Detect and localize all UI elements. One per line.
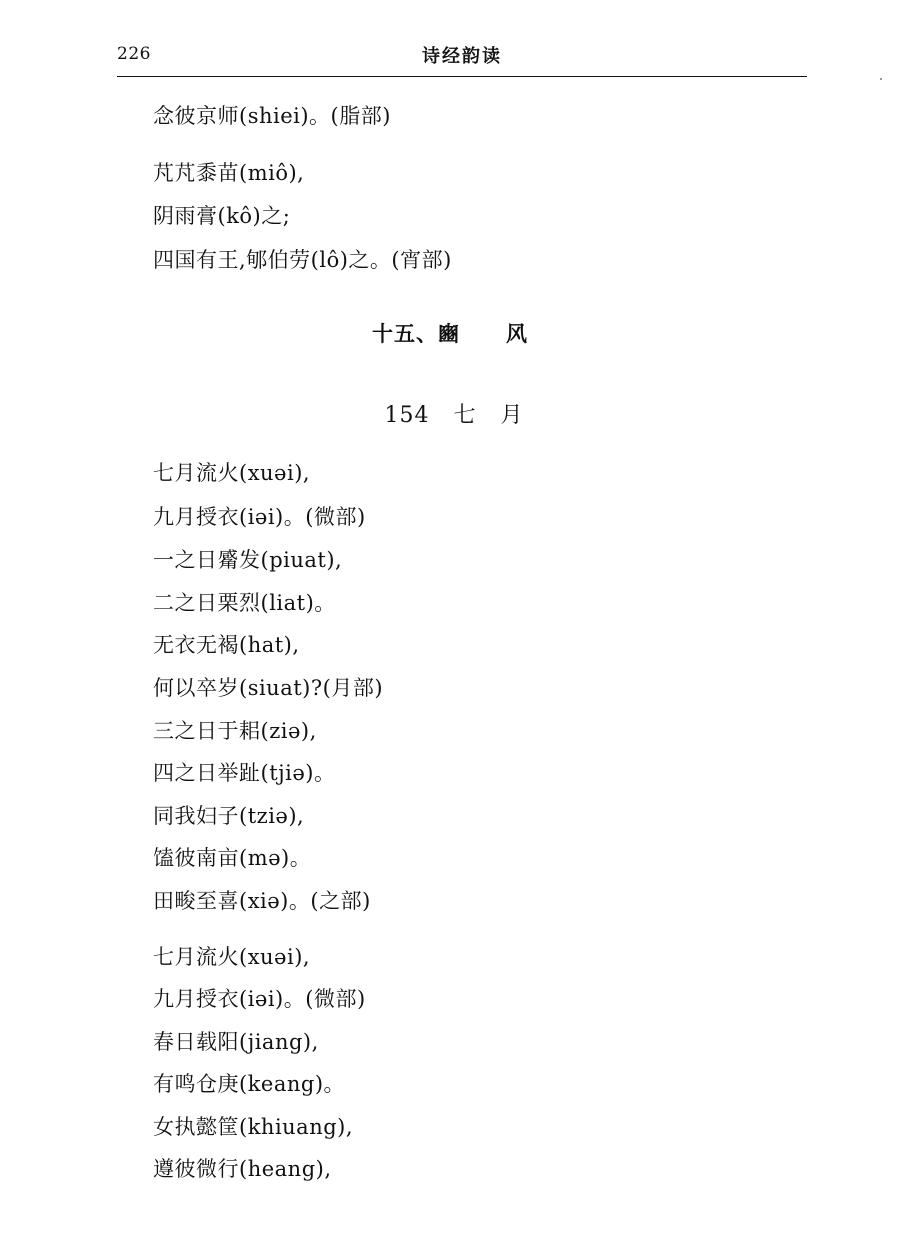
- scan-speck: [880, 78, 882, 80]
- poem-title-second: 月: [500, 403, 524, 428]
- verse-line: 阴雨膏(kô)之;: [153, 204, 291, 228]
- header-rule: [117, 76, 807, 77]
- poem-title: [0, 398, 900, 429]
- verse-line: 二之日栗烈(liat)。: [153, 591, 336, 615]
- verse-line: 遵彼微行(heang),: [153, 1157, 332, 1181]
- verse-line: 七月流火(xuəi),: [153, 461, 311, 485]
- verse-line: 同我妇子(tziə),: [153, 804, 305, 828]
- verse-line: 念彼京师(shiei)。(脂部): [153, 104, 391, 128]
- verse-line: 九月授衣(iəi)。(微部): [153, 505, 366, 529]
- verse-line: 女执懿筐(khiuang),: [153, 1115, 354, 1139]
- verse-line: 芃芃黍苗(miô),: [153, 161, 305, 185]
- poem-number: 154: [384, 403, 430, 428]
- section-name-second: 风: [506, 321, 528, 346]
- verse-line: 春日载阳(jiang),: [153, 1030, 319, 1054]
- verse-line: 四国有王,郇伯劳(lô)之。(宵部): [153, 248, 452, 272]
- verse-line: 一之日觱发(piuat),: [153, 548, 343, 572]
- verse-line: 有鸣仓庚(keang)。: [153, 1072, 346, 1096]
- verse-line: 田畯至喜(xiə)。(之部): [153, 889, 371, 913]
- verse-line: 馌彼南亩(mə)。: [153, 846, 312, 870]
- verse-line: 何以卒岁(siuat)?(月部): [153, 676, 384, 700]
- poem-title-first: 七: [453, 403, 477, 428]
- verse-line: 三之日于耜(ziə),: [153, 719, 317, 743]
- page-number: 226: [117, 44, 151, 64]
- section-heading: [0, 318, 900, 348]
- section-name-first: 豳: [438, 321, 460, 346]
- verse-line: 四之日举趾(tjiə)。: [153, 761, 336, 785]
- section-number: 十五、: [372, 321, 438, 346]
- verse-line: 七月流火(xuəi),: [153, 945, 311, 969]
- verse-line: 九月授衣(iəi)。(微部): [153, 987, 366, 1011]
- running-title: 诗经韵读: [422, 46, 502, 67]
- running-header: [117, 44, 807, 68]
- verse-line: 无衣无褐(hat),: [153, 633, 300, 657]
